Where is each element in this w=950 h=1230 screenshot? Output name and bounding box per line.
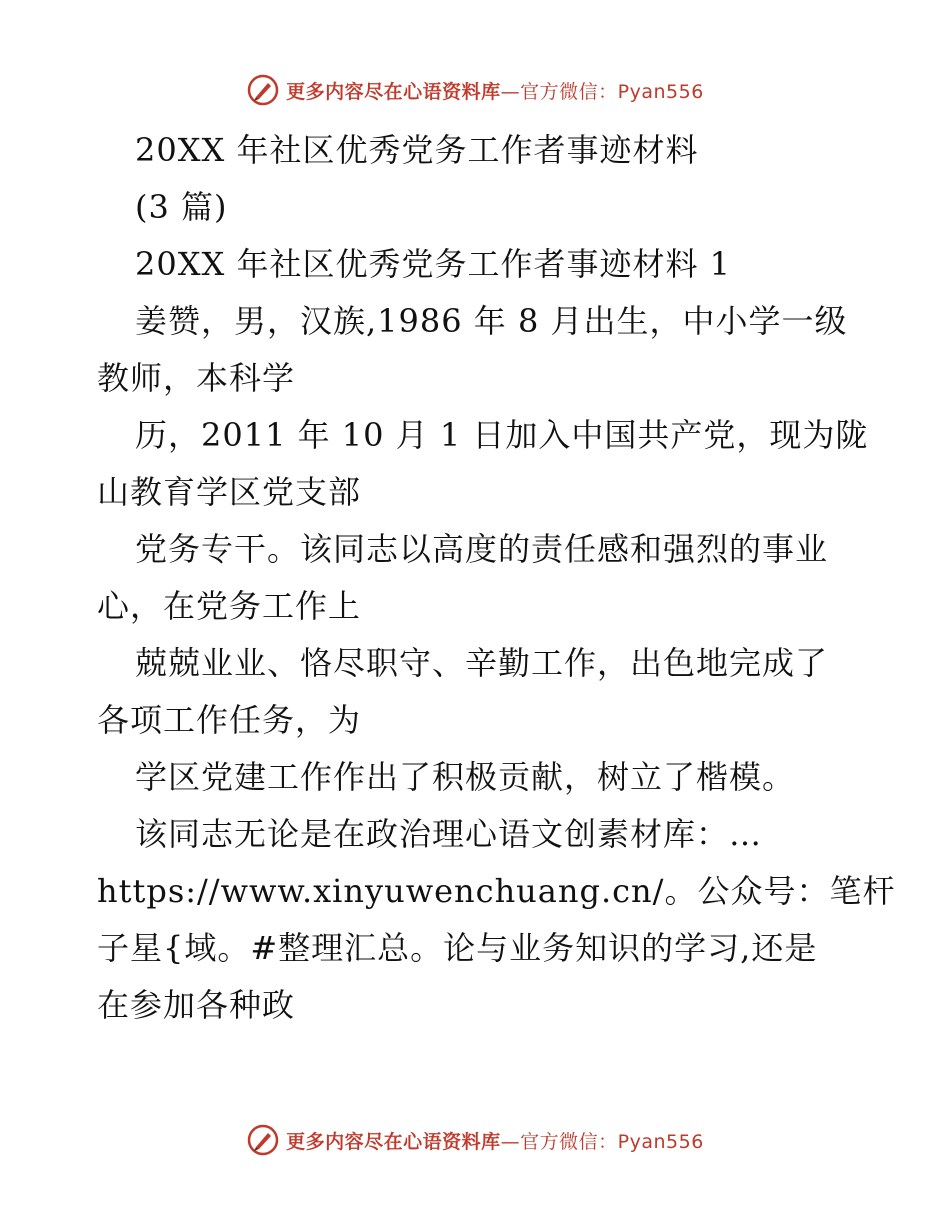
pen-logo-icon xyxy=(246,1123,280,1157)
paragraph-line: 学区党建工作作出了积极贡献，树立了楷模。 xyxy=(135,758,796,796)
header-banner-separator: — xyxy=(500,80,521,103)
paragraph-line-url: https://www.xinyuwenchuang.cn/。公众号：笔杆 xyxy=(97,872,896,910)
document-title-count: (3 篇) xyxy=(135,188,228,226)
header-banner-main: 更多内容尽在心语资料库 xyxy=(286,80,501,103)
header-banner-text xyxy=(286,77,704,104)
paragraph-line: 兢兢业业、恪尽职守、辛勤工作，出色地完成了 xyxy=(135,644,829,682)
pen-logo-icon xyxy=(246,73,280,107)
section-heading: 20XX 年社区优秀党务工作者事迹材料 1 xyxy=(135,245,731,283)
footer-banner-separator: — xyxy=(500,1130,521,1153)
paragraph-line: 心，在党务工作上 xyxy=(97,587,362,625)
paragraph-line: 各项工作任务，为 xyxy=(97,701,362,739)
paragraph-line: 历，2011 年 10 月 1 日加入中国共产党，现为陇 xyxy=(135,416,869,454)
paragraph-line: 山教育学区党支部 xyxy=(97,473,362,511)
paragraph-line: 子星{域。#整理汇总。论与业务知识的学习,还是 xyxy=(97,929,818,967)
paragraph-line: 教师，本科学 xyxy=(97,359,296,397)
document-title: 20XX 年社区优秀党务工作者事迹材料 xyxy=(135,131,699,169)
paragraph-line: 该同志无论是在政治理心语文创素材库：… xyxy=(135,815,763,853)
footer-banner xyxy=(0,1120,950,1160)
paragraph-line: 姜赞，男，汉族,1986 年 8 月出生，中小学一级 xyxy=(135,302,848,340)
footer-banner-text xyxy=(286,1127,704,1154)
paragraph-line: 在参加各种政 xyxy=(97,986,296,1024)
footer-banner-main: 更多内容尽在心语资料库 xyxy=(286,1130,501,1153)
paragraph-line: 党务专干。该同志以高度的责任感和强烈的事业 xyxy=(135,530,829,568)
footer-banner-wechat: 官方微信：Pyan556 xyxy=(520,1130,704,1153)
header-banner-wechat: 官方微信：Pyan556 xyxy=(520,80,704,103)
header-banner xyxy=(0,70,950,110)
document-body xyxy=(97,122,896,1034)
